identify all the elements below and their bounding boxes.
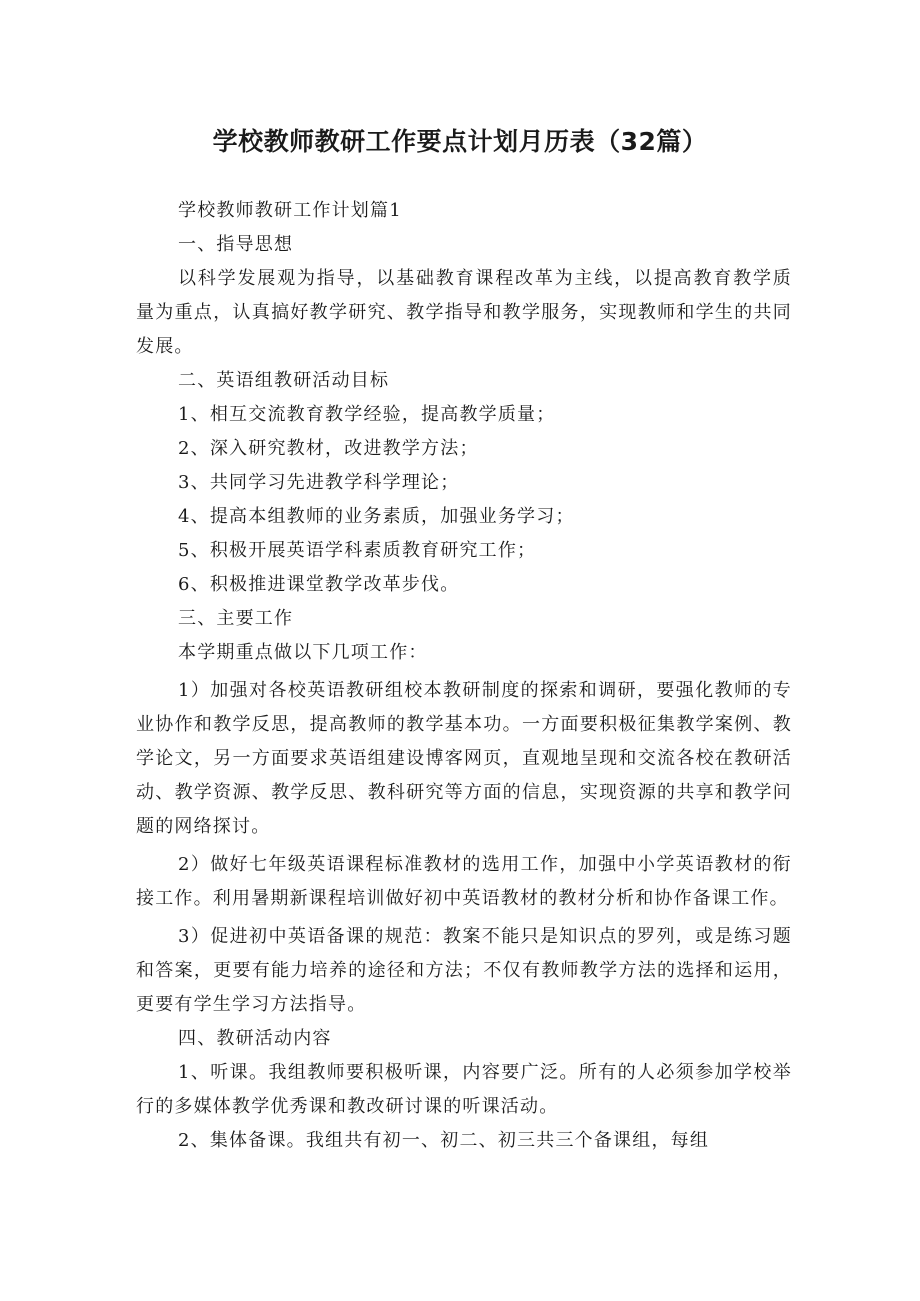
list-item: 3、共同学习先进教学科学理论； xyxy=(178,472,460,493)
list-item: 6、积极推进课堂教学改革步伐。 xyxy=(178,574,460,595)
document-title: 学校教师教研工作要点计划月历表（32篇） xyxy=(212,127,708,156)
heading-main-work: 三、主要工作 xyxy=(178,608,294,629)
paragraph: 3）促进初中英语备课的规范：教案不能只是知识点的罗列，或是练习题和答案，更要有能力培养的途径和方法；不仅有教师教学方法的选择和运用，更要有学生学习方法指导。 xyxy=(136,926,792,1015)
paragraph: 1）加强对各校英语教研组校本教研制度的探索和调研，要强化教师的专业协作和教学反思，提高教师的教学基本功。一方面要积极征集教学案例、教学论文，另一方面要求英语组建设博客网页，直观地呈现和交流各校在教研活动、教学资源、教学反思、教科研究等方面的信息，实现资源的共享和教学问题的网络探讨。 xyxy=(136,680,792,837)
list-item: 2、深入研究教材，改进教学方法； xyxy=(178,438,479,459)
list-item: 5、积极开展英语学科素质教育研究工作； xyxy=(178,540,537,561)
list-item: 4、提高本组教师的业务素质，加强业务学习； xyxy=(178,506,575,527)
paragraph: 以科学发展观为指导，以基础教育课程改革为主线，以提高教育教学质量为重点，认真搞好教学研究、教学指导和教学服务，实现教师和学生的共同发展。 xyxy=(136,268,792,357)
heading-activity-goals: 二、英语组教研活动目标 xyxy=(178,370,390,391)
paragraph: 1、听课。我组教师要积极听课，内容要广泛。所有的人必须参加学校举行的多媒体教学优秀课和教改研讨课的听课活动。 xyxy=(136,1062,792,1117)
document-body xyxy=(136,194,792,1158)
paragraph: 2）做好七年级英语课程标准教材的选用工作，加强中小学英语教材的衔接工作。利用暑期新课程培训做好初中英语教材的教材分析和协作备课工作。 xyxy=(136,854,792,909)
paragraph: 学校教师教研工作计划篇1 xyxy=(178,200,402,221)
paragraph: 本学期重点做以下几项工作： xyxy=(178,642,428,663)
paragraph: 2、集体备课。我组共有初一、初二、初三共三个备课组，每组 xyxy=(178,1130,710,1151)
heading-guiding-ideology: 一、指导思想 xyxy=(178,234,294,255)
heading-activity-content: 四、教研活动内容 xyxy=(178,1028,332,1049)
list-item: 1、相互交流教育教学经验，提高教学质量； xyxy=(178,404,556,425)
